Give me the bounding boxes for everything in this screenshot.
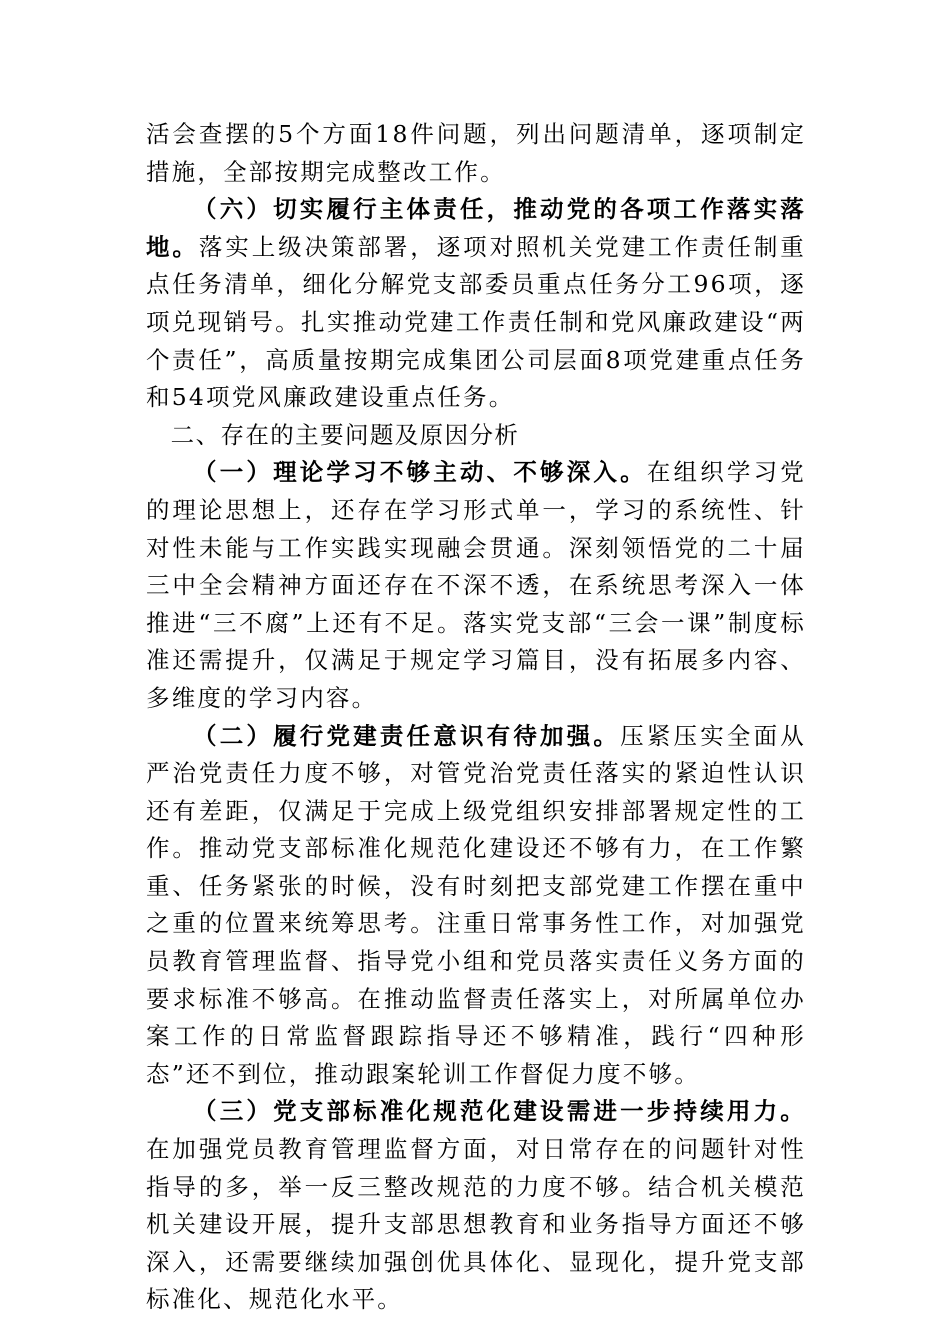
paragraph-six <box>146 191 806 417</box>
paragraph-three <box>146 1093 806 1319</box>
paragraph-lead-title: （三）党支部标准化规范化建设需进一步持续用力。 <box>193 1097 806 1126</box>
paragraph-lead-title: （一）理论学习不够主动、不够深入。 <box>193 458 647 487</box>
paragraph-body: 在组织学习党的理论思想上，还存在学习形式单一，学习的系统性、针对性未能与工作实践实现融会贯通。深刻领悟党的二十届三中全会精神方面还存在不深不透，在系统思考深入一体推进“三不腐”上还有不足。落实党支部“三会一课”制度标准还需提升，仅满足于规定学习篇目，没有拓展多内容、多维度的学习内容。 <box>146 458 807 712</box>
document-page <box>146 116 806 1319</box>
paragraph-lead-title: （六）切实履行主体责任，推动党的各项工作落实落地。 <box>146 195 806 261</box>
paragraph-lead-title: （二）履行党建责任意识有待加强。 <box>193 721 621 750</box>
paragraph-body: 压紧压实全面从严治党责任力度不够，对管党治党责任落实的紧迫性认识还有差距，仅满足于完成上级党组织安排部署规定性的工作。推动党支部标准化规范化建设还不够有力，在工作繁重、任务紧张的时候，没有时刻把支部党建工作摆在重中之重的位置来统筹思考。注重日常事务性工作，对加强党员教育管理监督、指导党小组和党员落实责任义务方面的要求标准不够高。在推动监督责任落实上，对所属单位办案工作的日常监督跟踪指导还不够精准，践行“四种形态”还不到位，推动跟案轮训工作督促力度不够。 <box>146 721 806 1088</box>
paragraph-one <box>146 454 806 717</box>
paragraph-continued <box>146 116 806 191</box>
section-heading: 二、存在的主要问题及原因分析 <box>170 420 520 449</box>
paragraph-body: 在加强党员教育管理监督方面，对日常存在的问题针对性指导的多，举一反三整改规范的力度不够。结合机关模范机关建设开展，提升支部思想教育和业务指导方面还不够深入，还需要继续加强创优具体化、显现化，提升党支部标准化、规范化水平。 <box>146 1135 806 1314</box>
paragraph-two <box>146 718 806 1094</box>
paragraph-body: 活会查摆的5个方面18件问题，列出问题清单，逐项制定措施，全部按期完成整改工作。 <box>146 120 806 186</box>
paragraph-body: 落实上级决策部署，逐项对照机关党建工作责任制重点任务清单，细化分解党支部委员重点任务分工96项，逐项兑现销号。扎实推动党建工作责任制和党风廉政建设“两个责任”，高质量按期完成集团公司层面8项党建重点任务和54项党风廉政建设重点任务。 <box>146 232 806 412</box>
